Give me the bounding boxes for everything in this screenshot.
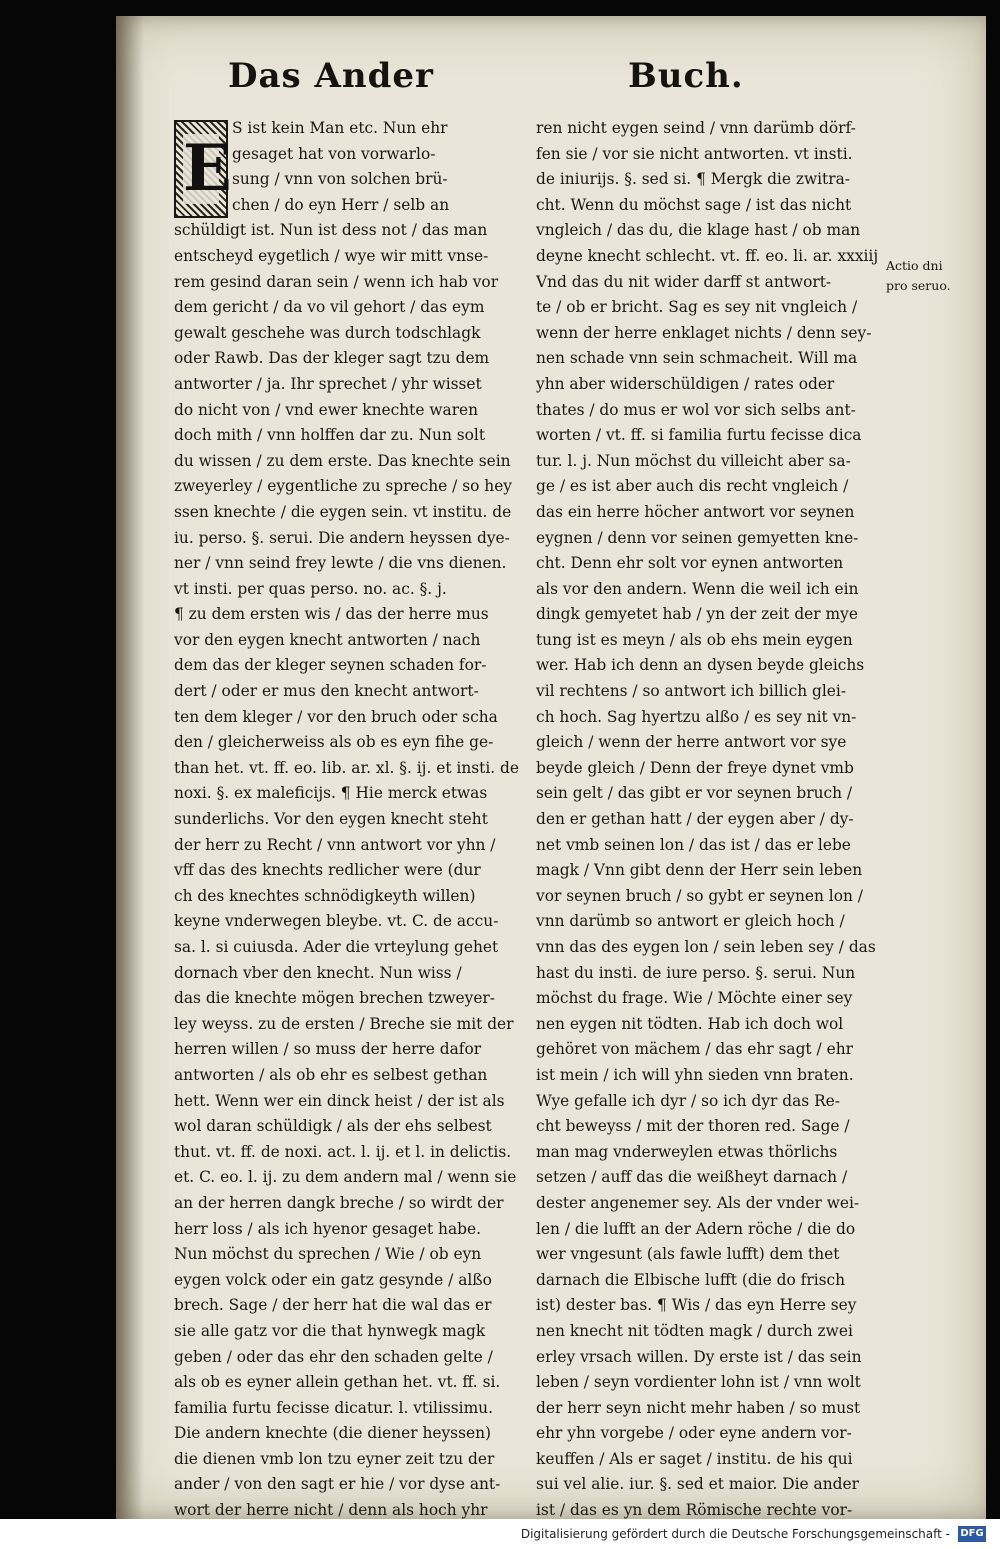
text-line: der herr seyn nicht mehr haben / so must	[536, 1398, 861, 1417]
text-line: vnn darümb so antwort er gleich hoch /	[536, 912, 845, 931]
text-line: Nun möchst du sprechen / Wie / ob eyn	[174, 1245, 482, 1264]
text-line: doch mith / vnn holffen dar zu. Nun solt	[174, 426, 486, 445]
text-line: iu. perso. §. serui. Die andern heyssen dye-	[174, 528, 510, 547]
text-line: et. C. eo. l. ij. zu dem andern mal / wenn sie	[174, 1168, 517, 1187]
text-line: ner / vnn seind frey lewte / die vns dienen.	[174, 554, 507, 573]
text-line: herr loss / als ich hyenor gesaget habe.	[174, 1219, 481, 1238]
text-line: nen eygen nit tödten. Hab ich doch wol	[536, 1014, 844, 1033]
text-line: chen / do eyn Herr / selb an	[232, 195, 450, 214]
right-column-lines	[536, 116, 891, 1519]
text-line: vt insti. per quas perso. no. ac. §. j.	[174, 579, 447, 598]
text-line: te / ob er bricht. Sag es sey nit vngleich /	[536, 298, 858, 317]
left-text-column	[174, 116, 526, 1519]
text-line: S ist kein Man etc. Nun ehr	[232, 119, 448, 137]
text-line: cht. Denn ehr solt vor eynen antworten	[536, 554, 844, 573]
text-line: sung / vnn von solchen brü-	[232, 170, 448, 189]
text-line: sie alle gatz vor die that hynwegk magk	[174, 1321, 486, 1340]
text-line: gesaget hat von vorwarlo-	[232, 144, 436, 163]
text-line: Die andern knechte (die diener heyssen)	[174, 1424, 492, 1443]
text-line: antworten / als ob ehr es selbest gethan	[174, 1065, 488, 1084]
text-line: de iniurijs. §. sed si. ¶ Mergk die zwitra-	[536, 170, 850, 189]
text-line: deyne knecht schlecht. vt. ff. eo. li. ar. xxxiij	[536, 246, 879, 265]
text-line: setzen / auff das die weißheyt darnach /	[536, 1168, 848, 1187]
initial-letter: E	[183, 131, 232, 206]
text-line: ist mein / ich will yhn sieden vnn braten.	[536, 1065, 854, 1084]
text-line: darnach die Elbische lufft (die do frisch	[536, 1270, 846, 1289]
text-line: dornach vber den knecht. Nun wiss /	[174, 963, 462, 982]
text-line: als ob es eyner allein gethan het. vt. ff. si.	[174, 1373, 501, 1392]
text-line: vngleich / das du, die klage hast / ob man	[536, 221, 861, 240]
decorated-initial	[174, 120, 232, 218]
text-line: ten dem kleger / vor den bruch oder scha	[174, 707, 498, 726]
text-line: gleich / wenn der herre antwort vor sye	[536, 733, 847, 752]
text-line: dester angenemer sey. Als der vnder wei-	[536, 1193, 860, 1212]
text-line: ¶ zu dem ersten wis / das der herre mus	[174, 605, 489, 624]
text-line: Vnd das du nit wider darff st antwort-	[536, 272, 832, 291]
text-line: sein gelt / das gibt er vor seynen bruch /	[536, 784, 853, 803]
running-head-right: Buch.	[628, 56, 744, 96]
text-line: die dienen vmb lon tzu eyner zeit tzu der	[174, 1449, 495, 1468]
text-line: yhn aber widerschüldigen / rates oder	[536, 374, 835, 393]
text-line: dingk gemyetet hab / yn der zeit der mye	[536, 605, 858, 624]
text-line: brech. Sage / der herr hat die wal das er	[174, 1296, 492, 1315]
text-line: hast du insti. de iure perso. §. serui. Nun	[536, 963, 856, 982]
book-page	[116, 16, 986, 1519]
text-line: sa. l. si cuiusda. Ader die vrteylung gehet	[174, 938, 499, 956]
text-line: vor seynen bruch / so gybt er seynen lon /	[536, 886, 863, 905]
text-line: den / gleicherweiss als ob es eyn fihe ge-	[174, 733, 494, 752]
text-line: ch hoch. Sag hyertzu alßo / es sey nit vn-	[536, 707, 857, 726]
text-line: dem das der kleger seynen schaden for-	[174, 656, 487, 675]
text-line: du wissen / zu dem erste. Das knechte sein	[174, 451, 511, 470]
text-line: vff das des knechts redlicher were (dur	[174, 861, 481, 880]
text-line: man mag vnderweylen etwas thörlichs	[536, 1142, 838, 1161]
text-line: rem gesind daran sein / wenn ich hab vor	[174, 272, 499, 291]
text-line: cht beweyss / mit der thoren red. Sage /	[536, 1117, 850, 1136]
text-line: magk / Vnn gibt denn der Herr sein leben	[536, 861, 863, 880]
text-line: ist / das es yn dem Römische rechte vor-	[536, 1501, 853, 1519]
text-line: than het. vt. ff. eo. lib. ar. xl. §. ij. et insti. de	[174, 758, 520, 777]
text-line: das ein herre höcher antwort vor seynen	[536, 502, 855, 521]
text-line: noxi. §. ex maleficijs. ¶ Hie merck etwas	[174, 784, 488, 803]
text-line: fen sie / vor sie nicht antworten. vt insti.	[536, 144, 853, 163]
text-line: wenn der herre enklaget nichts / denn sey-	[536, 323, 872, 342]
text-line: zweyerley / eygentliche zu spreche / so hey	[174, 477, 512, 496]
text-line: entscheyd eygetlich / wye wir mitt vnse-	[174, 246, 489, 265]
text-line: antworter / ja. Ihr sprechet / yhr wisset	[174, 374, 482, 393]
text-line: worten / vt. ff. si familia furtu fecisse dica	[536, 426, 862, 445]
text-line: beyde gleich / Denn der freye dynet vmb	[536, 758, 854, 777]
footer-bar	[0, 1519, 1000, 1549]
text-line: wort der herre nicht / denn als hoch yhr	[174, 1501, 488, 1519]
text-line: vil rechtens / so antwort ich billich glei-	[536, 682, 847, 701]
running-head-left: Das Ander	[228, 56, 434, 96]
text-line: geben / oder das ehr den schaden gelte /	[174, 1347, 493, 1366]
text-line: nen schade vnn sein schmacheit. Will ma	[536, 349, 858, 368]
text-line: eygnen / denn vor seinen gemyetten kne-	[536, 528, 859, 547]
marginal-note	[886, 256, 951, 296]
marginal-note-line: pro seruo.	[886, 278, 951, 293]
text-line: hett. Wenn wer ein dinck heist / der ist als	[174, 1091, 505, 1110]
text-line: den er gethan hatt / der eygen aber / dy-	[536, 810, 854, 829]
left-column-lines	[174, 116, 526, 1519]
text-line: als vor den andern. Wenn die weil ich ein	[536, 579, 859, 598]
text-line: keuffen / Als er saget / institu. de his qui	[536, 1449, 853, 1468]
text-line: das die knechte mögen brechen tzweyer-	[174, 989, 495, 1008]
text-line: sui vel alie. iur. §. sed et maior. Die ander	[536, 1475, 859, 1494]
text-line: leben / seyn vordienter lohn ist / vnn wolt	[536, 1373, 861, 1392]
text-line: ren nicht eygen seind / vnn darümb dörf-	[536, 119, 856, 137]
text-line: dert / oder er mus den knecht antwort-	[174, 682, 479, 701]
text-line: wer. Hab ich denn an dysen beyde gleichs	[536, 656, 865, 675]
text-line: ander / von den sagt er hie / vor dyse ant-	[174, 1475, 501, 1494]
text-line: familia furtu fecisse dicatur. l. vtilissimu.	[174, 1398, 493, 1417]
text-line: oder Rawb. Das der kleger sagt tzu dem	[174, 349, 490, 368]
text-line: herren willen / so muss der herre dafor	[174, 1040, 482, 1059]
text-line: an der herren dangk breche / so wirdt der	[174, 1193, 504, 1212]
text-line: dem gericht / da vo vil gehort / das eym	[174, 298, 485, 317]
text-line: net vmb seinen lon / das ist / das er lebe	[536, 835, 851, 854]
text-line: möchst du frage. Wie / Möchte einer sey	[536, 989, 853, 1008]
text-line: erley vrsach willen. Dy erste ist / das sein	[536, 1347, 862, 1366]
text-line: len / die lufft an der Adern röche / die do	[536, 1219, 856, 1238]
text-line: sunderlichs. Vor den eygen knecht steht	[174, 810, 488, 829]
text-line: ehr yhn vorgebe / oder eyne andern vor-	[536, 1424, 852, 1443]
text-line: wer vngesunt (als fawle lufft) dem thet	[536, 1245, 840, 1264]
text-line: thates / do mus er wol vor sich selbs ant-	[536, 400, 856, 419]
text-line: gehöret von mächem / das ehr sagt / ehr	[536, 1040, 853, 1059]
text-line: ge / es ist aber auch dis recht vngleich /	[536, 477, 849, 496]
text-line: wol daran schüldigk / als der ehs selbest	[174, 1117, 492, 1136]
text-line: ist) dester bas. ¶ Wis / das eyn Herre sey	[536, 1296, 857, 1315]
text-line: tung ist es meyn / als ob ehs mein eygen	[536, 630, 853, 649]
text-line: schüldigt ist. Nun ist dess not / das man	[174, 221, 488, 240]
right-text-column	[536, 116, 891, 1519]
text-line: nen knecht nit tödten magk / durch zwei	[536, 1321, 853, 1340]
text-line: keyne vnderwegen bleybe. vt. C. de accu-	[174, 912, 499, 931]
text-line: vnn das des eygen lon / sein leben sey / das	[536, 938, 876, 956]
funding-credit: Digitalisierung gefördert durch die Deutsche Forschungsgemeinschaft -	[520, 1527, 950, 1541]
text-line: der herr zu Recht / vnn antwort vor yhn /	[174, 835, 496, 854]
text-line: cht. Wenn du möchst sage / ist das nicht	[536, 195, 852, 214]
dfg-logo: DFG	[958, 1526, 986, 1542]
text-line: thut. vt. ff. de noxi. act. l. ij. et l. in delictis.	[174, 1142, 512, 1161]
text-line: ch des knechtes schnödigkeyth willen)	[174, 886, 476, 905]
text-line: gewalt geschehe was durch todschlagk	[174, 323, 481, 342]
text-line: ssen knechte / die eygen sein. vt institu. de	[174, 502, 512, 521]
text-line: Wye gefalle ich dyr / so ich dyr das Re-	[536, 1091, 840, 1110]
text-line: tur. l. j. Nun möchst du villeicht aber sa-	[536, 451, 851, 470]
marginal-note-line: Actio dni	[886, 258, 943, 273]
text-line: vor den eygen knecht antworten / nach	[174, 630, 481, 649]
text-line: ley weyss. zu de ersten / Breche sie mit der	[174, 1014, 514, 1033]
text-line: eygen volck oder ein gatz gesynde / alßo	[174, 1270, 492, 1289]
text-line: do nicht von / vnd ewer knechte waren	[174, 400, 479, 419]
